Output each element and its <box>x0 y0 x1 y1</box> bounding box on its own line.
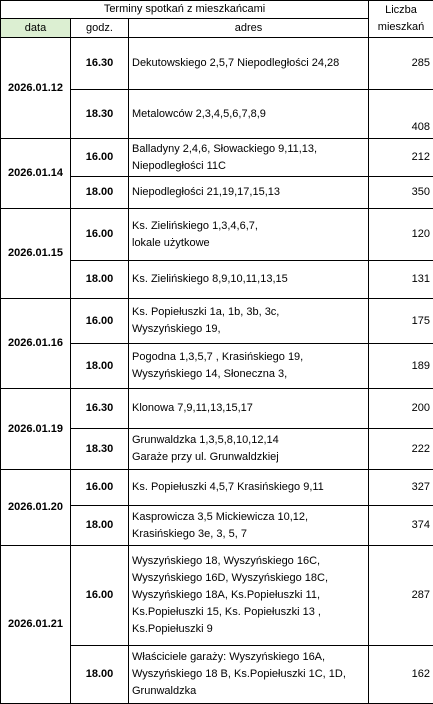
count-column-header <box>369 1 433 38</box>
address-line: Garaże przy ul. Grunwaldzkiej <box>132 451 279 463</box>
address-cell <box>129 506 369 546</box>
apartment-count-cell: 374 <box>369 506 433 546</box>
address-cell <box>129 470 369 506</box>
address-line: Ks.Popiełuszki 9 <box>132 623 213 635</box>
hour-cell: 16.00 <box>71 209 129 261</box>
apartment-count-cell: 200 <box>369 389 433 429</box>
hour-cell: 16.30 <box>71 389 129 429</box>
hour-cell: 18.00 <box>71 344 129 389</box>
address-line: Wyszyńskiego 16D, Wyszyńskiego 18C, <box>132 572 329 584</box>
date-cell: 2026.01.12 <box>1 38 71 139</box>
hour-cell: 16.00 <box>71 470 129 506</box>
hour-cell: 16.00 <box>71 546 129 646</box>
address-line: Wyszyńskiego 19, <box>132 323 221 335</box>
hour-column-header: godz. <box>71 19 129 38</box>
address-cell <box>129 646 369 704</box>
address-line: Wyszyńskiego 14, Słoneczna 3, <box>132 368 288 380</box>
date-cell: 2026.01.16 <box>1 299 71 389</box>
hour-cell: 18.30 <box>71 90 129 139</box>
hour-cell: 18.00 <box>71 506 129 546</box>
address-line: Grunwaldzka 1,3,5,8,10,12,14 <box>132 434 279 446</box>
address-line: Balladyny 2,4,6, Słowackiego 9,11,13, <box>132 142 318 155</box>
date-column-header: data <box>1 19 71 38</box>
address-cell <box>129 139 369 177</box>
apartment-count-cell: 350 <box>369 177 433 209</box>
table-row <box>1 139 433 177</box>
address-line: Ks. Zielińskiego 1,3,4,6,7, <box>132 219 258 232</box>
address-line: Wyszyńskiego 18 B, Ks.Popiełuszki 1C, 1D, <box>132 668 346 680</box>
address-cell <box>129 389 369 429</box>
address-cell <box>129 299 369 344</box>
hour-cell: 16.00 <box>71 139 129 177</box>
address-line: Ks. Popiełuszki 1a, 1b, 3b, 3c, <box>132 306 280 318</box>
hour-cell: 18.00 <box>71 646 129 704</box>
address-line: Grunwaldzka <box>132 685 197 697</box>
apartment-count-cell: 212 <box>369 139 433 177</box>
address-line: Pogodna 1,3,5,7 , Krasińskiego 19, <box>132 351 304 363</box>
address-line: Krasińskiego 3e, 3, 5, 7 <box>132 527 247 540</box>
apartment-count-cell: 131 <box>369 261 433 299</box>
address-line: Klonowa 7,9,11,13,15,17 <box>132 402 253 414</box>
apartment-count-cell: 222 <box>369 429 433 470</box>
table-row <box>1 38 433 90</box>
apartment-count-cell: 120 <box>369 209 433 261</box>
address-cell <box>129 261 369 299</box>
date-cell: 2026.01.20 <box>1 470 71 546</box>
table-row <box>1 470 433 506</box>
count-header-line-2: mieszkań <box>377 21 425 33</box>
address-cell <box>129 429 369 470</box>
apartment-count-cell: 175 <box>369 299 433 344</box>
address-line: Ks. Zielińskiego 8,9,10,11,13,15 <box>132 273 288 285</box>
address-cell <box>129 344 369 389</box>
address-line: Wyszyńskiego 18A, Ks.Popiełuszki 11, <box>132 589 321 601</box>
address-cell <box>129 209 369 261</box>
address-cell <box>129 90 369 139</box>
hour-cell: 18.00 <box>71 261 129 299</box>
address-line: Kasprowicza 3,5 Mickiewicza 10,12, <box>132 510 309 523</box>
address-cell <box>129 546 369 646</box>
table-row <box>1 546 433 646</box>
address-line: lokale użytkowe <box>132 236 210 249</box>
table-row <box>1 209 433 261</box>
apartment-count-cell: 285 <box>369 38 433 90</box>
header-row-columns <box>1 19 433 38</box>
table-row <box>1 299 433 344</box>
apartment-count-cell: 287 <box>369 546 433 646</box>
date-cell: 2026.01.19 <box>1 389 71 470</box>
hour-cell: 18.00 <box>71 177 129 209</box>
address-line: Dekutowskiego 2,5,7 Niepodległości 24,28 <box>132 57 340 69</box>
date-cell: 2026.01.21 <box>1 546 71 704</box>
address-cell <box>129 38 369 90</box>
hour-cell: 16.00 <box>71 299 129 344</box>
table-row <box>1 389 433 429</box>
address-line: Ks.Popiełuszki 15, Ks. Popiełuszki 13 , <box>132 606 321 618</box>
date-cell: 2026.01.15 <box>1 209 71 299</box>
table-title: Terminy spotkań z mieszkańcami <box>1 1 369 19</box>
apartment-count-cell: 327 <box>369 470 433 506</box>
apartment-count-cell: 189 <box>369 344 433 389</box>
apartment-count-cell: 162 <box>369 646 433 704</box>
address-line: Właściciele garaży: Wyszyńskiego 16A, <box>132 651 326 663</box>
address-line: Wyszyńskiego 18, Wyszyńskiego 16C, <box>132 555 321 567</box>
apartment-count-cell: 408 <box>369 90 433 139</box>
header-row-title <box>1 1 433 19</box>
count-header-line-1: Liczba <box>385 4 417 16</box>
address-line: Ks. Popiełuszki 4,5,7 Krasińskiego 9,11 <box>132 481 324 493</box>
address-line: Niepodległości 11C <box>132 159 226 172</box>
hour-cell: 18.30 <box>71 429 129 470</box>
address-cell <box>129 177 369 209</box>
address-column-header: adres <box>129 19 369 38</box>
address-line: Metalowców 2,3,4,5,6,7,8,9 <box>132 107 266 120</box>
address-line: Niepodległości 21,19,17,15,13 <box>132 186 281 198</box>
date-cell: 2026.01.14 <box>1 139 71 209</box>
hour-cell: 16.30 <box>71 38 129 90</box>
